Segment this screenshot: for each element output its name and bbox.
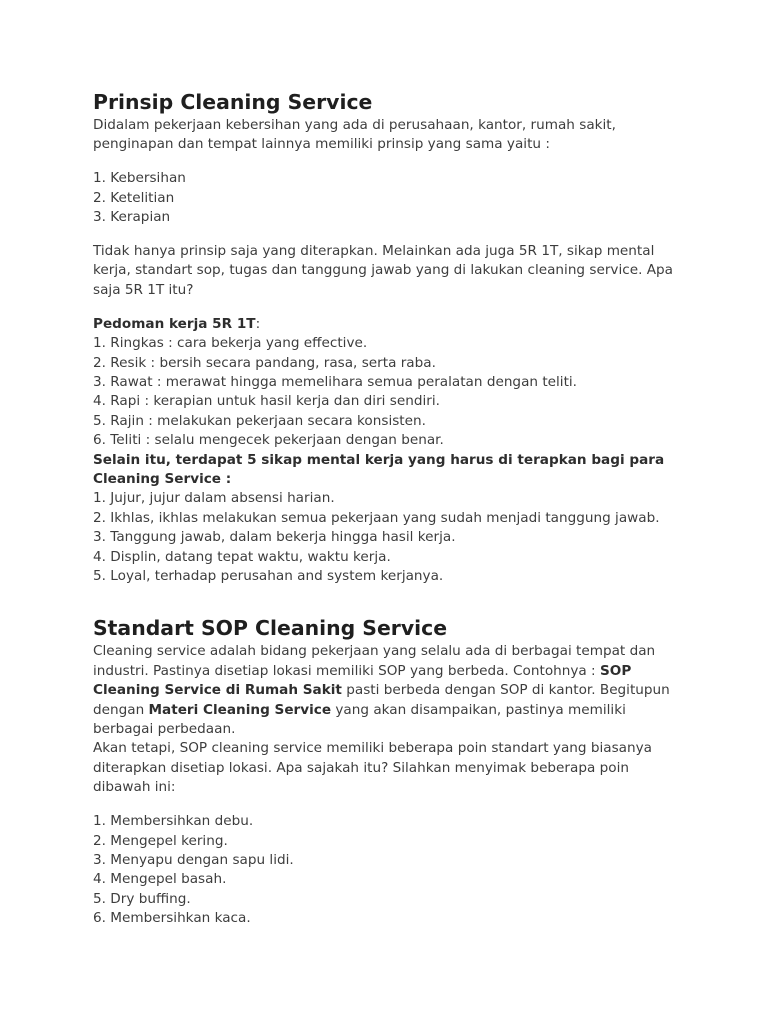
list-item: 3. Menyapu dengan sapu lidi. <box>93 852 294 868</box>
list-item: 3. Tanggung jawab, dalam bekerja hingga hasil kerja. <box>93 529 456 546</box>
list-item: 2. Resik : bersih secara pandang, rasa, serta raba. <box>93 354 436 371</box>
sop-steps-list <box>93 812 683 928</box>
guideline-heading <box>93 315 683 334</box>
sop-rumah-sakit-link[interactable]: SOP Cleaning Service di Rumah Sakit <box>93 662 632 699</box>
sop-text: yang akan disampaikan, pastinya memiliki berbagai perbedaan. <box>93 701 626 738</box>
section-title-prinsip: Prinsip Cleaning Service <box>93 90 373 114</box>
document-body <box>93 89 683 929</box>
sop-paragraph-2: Akan tetapi, SOP cleaning service memiliki beberapa poin standart yang biasanya diterapkan disetiap lokasi. Apa sajakah itu? Silahkan menyimak beberapa poin dibawah ini: <box>93 740 652 796</box>
principles-list <box>93 169 683 227</box>
list-item: 1. Kebersihan <box>93 170 186 187</box>
list-item: 4. Rapi : kerapian untuk hasil kerja dan diri sendiri. <box>93 393 440 410</box>
guideline-heading-colon: : <box>255 315 261 332</box>
list-item: 5. Loyal, terhadap perusahan and system kerjanya. <box>93 568 444 585</box>
list-item: 3. Rawat : merawat hingga memelihara semua peralatan dengan teliti. <box>93 373 578 390</box>
list-item: 4. Mengepel basah. <box>93 871 227 888</box>
list-item: 6. Teliti : selalu mengecek pekerjaan dengan benar. <box>93 432 444 449</box>
list-item: 5. Rajin : melakukan pekerjaan secara konsisten. <box>93 412 426 429</box>
sop-text: pasti berbeda dengan SOP di kantor. Begitupun dengan <box>93 682 670 718</box>
list-item: 2. Ketelitian <box>93 189 175 206</box>
sop-paragraph-1 <box>93 642 683 739</box>
intro-paragraph: Didalam pekerjaan kebersihan yang ada di perusahaan, kantor, rumah sakit, penginapan dan tempat lainnya memiliki prinsip yang sama yaitu : <box>93 117 616 153</box>
list-item: 5. Dry buffing. <box>93 890 191 907</box>
attitudes-list <box>93 489 683 586</box>
attitude-heading-text: Selain itu, terdapat 5 sikap mental kerja yang harus di terapkan bagi para Cleaning Service : <box>93 451 665 487</box>
list-item: 3. Kerapian <box>93 209 171 226</box>
section-title-sop: Standart SOP Cleaning Service <box>93 616 448 641</box>
guideline-heading-text: Pedoman kerja 5R 1T <box>93 315 256 332</box>
materi-cleaning-link[interactable]: Materi Cleaning Service <box>148 701 332 718</box>
sop-text: Cleaning service adalah bidang pekerjaan yang selalu ada di berbagai tempat dan industri. Pastinya disetiap lokasi memiliki SOP yang berbeda. Contohnya : <box>93 643 656 679</box>
list-item: 2. Ikhlas, ikhlas melakukan semua pekerjaan yang sudah menjadi tanggung jawab. <box>93 509 660 526</box>
guidelines-list <box>93 334 683 450</box>
list-item: 2. Mengepel kering. <box>93 832 228 849</box>
list-item: 4. Displin, datang tepat waktu, waktu kerja. <box>93 548 391 565</box>
list-item: 1. Membersihkan debu. <box>93 813 254 830</box>
paragraph-5r1t: Tidak hanya prinsip saja yang diterapkan. Melainkan ada juga 5R 1T, sikap mental kerja, standart sop, tugas dan tanggung jawab yang di lakukan cleaning service. Apa saja 5R 1T itu? <box>93 243 673 298</box>
attitude-heading <box>93 451 683 490</box>
list-item: 6. Membersihkan kaca. <box>93 910 251 927</box>
list-item: 1. Ringkas : cara bekerja yang effective. <box>93 335 368 352</box>
list-item: 1. Jujur, jujur dalam absensi harian. <box>93 490 335 507</box>
